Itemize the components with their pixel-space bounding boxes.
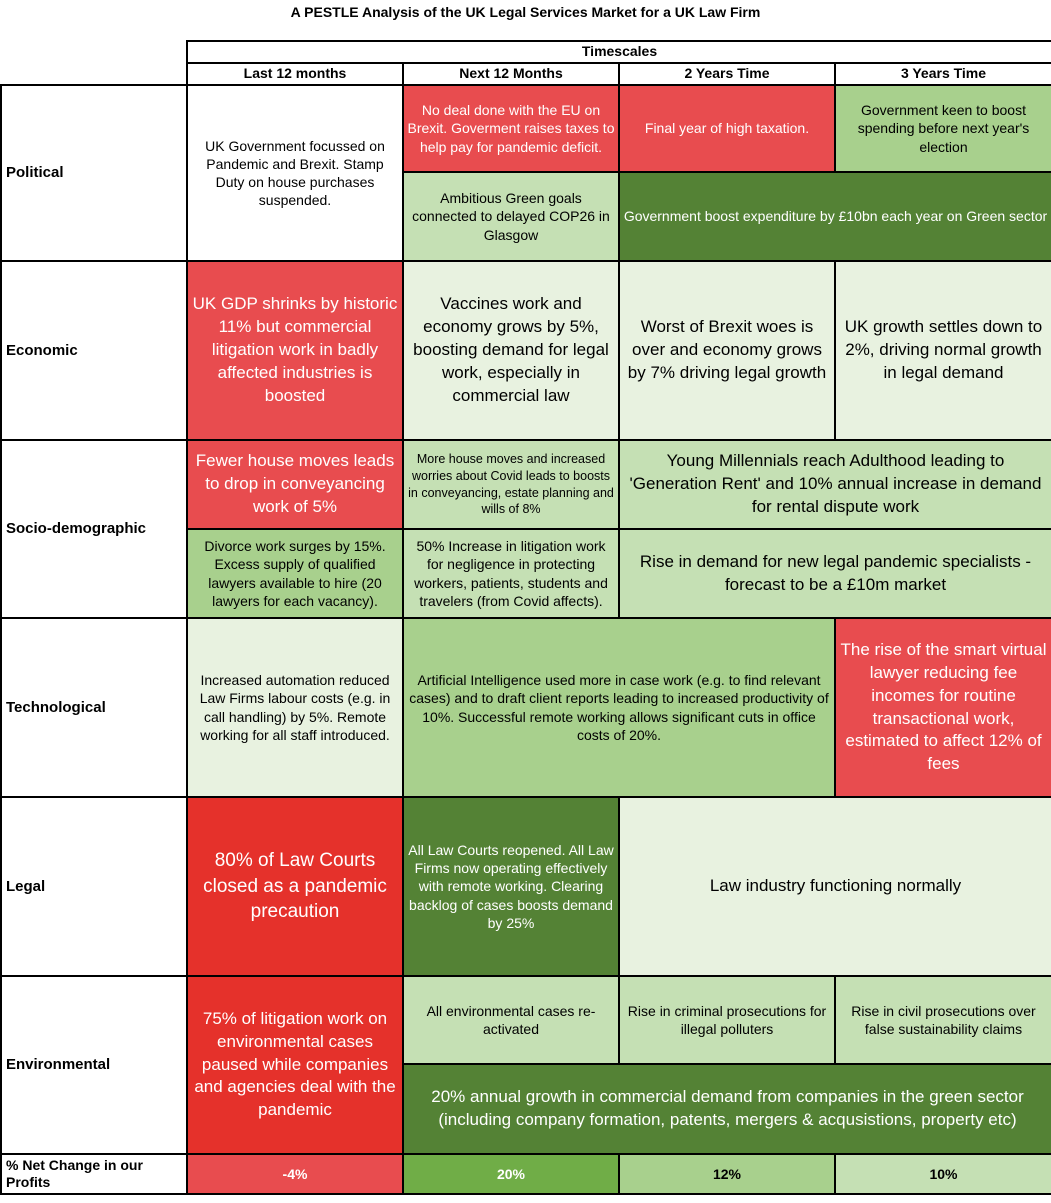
- political-2-years-taxation: Final year of high taxation.: [619, 85, 835, 172]
- technological-ai-case-work: Artificial Intelligence used more in case work (e.g. to find relevant cases) and to draft client reports leading to increased productivity of 10%. Successful remote working allows significant cuts in office costs of 20%.: [403, 618, 835, 797]
- socio-next-12-months-conveyancing: More house moves and increased worries about Covid leads to boosts in conveyancing, estate planning and wills of 8%: [403, 440, 619, 529]
- technological-3-years-virtual-lawyer: The rise of the smart virtual lawyer reducing fee incomes for routine transactional work, estimated to affect 12% of fees: [835, 618, 1051, 797]
- economic-last-12-months: UK GDP shrinks by historic 11% but commercial litigation work in badly affected industries is boosted: [187, 261, 403, 440]
- political-3-years-election: Government keen to boost spending before next year's election: [835, 85, 1051, 172]
- political-next-12-months-brexit: No deal done with the EU on Brexit. Goverment raises taxes to help pay for pandemic deficit.: [403, 85, 619, 172]
- socio-next-12-months-negligence: 50% Increase in litigation work for negligence in protecting workers, patients, students and travelers (from Covid affects).: [403, 529, 619, 618]
- row-label-technological: Technological: [1, 618, 187, 797]
- economic-3-years: UK growth settles down to 2%, driving normal growth in legal demand: [835, 261, 1051, 440]
- environmental-next-12-months-reactivated: All environmental cases re-activated: [403, 976, 619, 1064]
- header-blank-cell: [1, 41, 187, 85]
- socio-last-12-months-house-moves: Fewer house moves leads to drop in conveyancing work of 5%: [187, 440, 403, 529]
- column-header-last-12-months: Last 12 months: [187, 63, 403, 85]
- row-label-economic: Economic: [1, 261, 187, 440]
- net-change-3-years: 10%: [835, 1154, 1051, 1194]
- row-label-environmental: Environmental: [1, 976, 187, 1154]
- pestle-table: [0, 40, 1051, 1195]
- legal-functioning-normally: Law industry functioning normally: [619, 797, 1051, 976]
- legal-next-12-months: All Law Courts reopened. All Law Firms now operating effectively with remote working. Clearing backlog of cases boosts demand by 25%: [403, 797, 619, 976]
- economic-next-12-months: Vaccines work and economy grows by 5%, boosting demand for legal work, especially in commercial law: [403, 261, 619, 440]
- environmental-green-sector-growth: 20% annual growth in commercial demand from companies in the green sector (including company formation, patents, mergers & acqusistions, property etc): [403, 1064, 1051, 1154]
- legal-last-12-months: 80% of Law Courts closed as a pandemic precaution: [187, 797, 403, 976]
- timescales-header: Timescales: [187, 41, 1051, 63]
- political-green-expenditure: Government boost expenditure by £10bn each year on Green sector: [619, 172, 1051, 261]
- environmental-2-years-criminal-prosecutions: Rise in criminal prosecutions for illegal polluters: [619, 976, 835, 1064]
- political-next-12-months-green-goals: Ambitious Green goals connected to delayed COP26 in Glasgow: [403, 172, 619, 261]
- net-change-last-12-months: -4%: [187, 1154, 403, 1194]
- column-header-2-years: 2 Years Time: [619, 63, 835, 85]
- row-label-legal: Legal: [1, 797, 187, 976]
- environmental-last-12-months: 75% of litigation work on environmental cases paused while companies and agencies deal with the pandemic: [187, 976, 403, 1154]
- column-header-3-years: 3 Years Time: [835, 63, 1051, 85]
- socio-pandemic-specialists: Rise in demand for new legal pandemic specialists - forecast to be a £10m market: [619, 529, 1051, 618]
- economic-2-years: Worst of Brexit woes is over and economy grows by 7% driving legal growth: [619, 261, 835, 440]
- column-header-next-12-months: Next 12 Months: [403, 63, 619, 85]
- row-label-political: Political: [1, 85, 187, 261]
- row-label-socio-demographic: Socio-demographic: [1, 440, 187, 618]
- political-last-12-months: UK Government focussed on Pandemic and Brexit. Stamp Duty on house purchases suspended.: [187, 85, 403, 261]
- net-change-next-12-months: 20%: [403, 1154, 619, 1194]
- net-change-label: % Net Change in our Profits: [1, 1154, 187, 1194]
- socio-last-12-months-divorce: Divorce work surges by 15%. Excess supply of qualified lawyers available to hire (20 lawyers for each vacancy).: [187, 529, 403, 618]
- environmental-3-years-civil-prosecutions: Rise in civil prosecutions over false sustainability claims: [835, 976, 1051, 1064]
- technological-last-12-months: Increased automation reduced Law Firms labour costs (e.g. in call handling) by 5%. Remote working for all staff introduced.: [187, 618, 403, 797]
- socio-generation-rent: Young Millennials reach Adulthood leading to 'Generation Rent' and 10% annual increase in demand for rental dispute work: [619, 440, 1051, 529]
- net-change-2-years: 12%: [619, 1154, 835, 1194]
- page-title: A PESTLE Analysis of the UK Legal Services Market for a UK Law Firm: [290, 4, 761, 20]
